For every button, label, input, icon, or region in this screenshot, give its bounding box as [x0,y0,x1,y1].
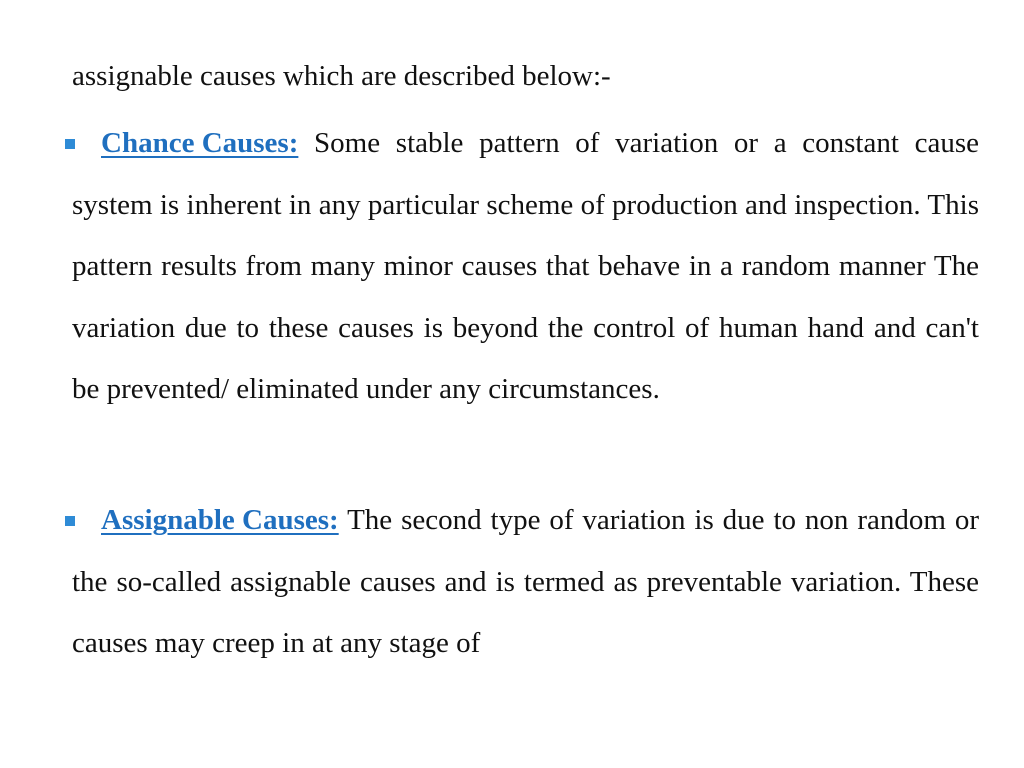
intro-text: assignable causes which are described below:- [72,60,611,92]
bullet-lead [101,113,298,175]
term-assignable-causes: Assignable Causes: [101,504,339,536]
bullet-chance-causes [72,113,979,421]
bullet-text-assignable-causes: The second type of variation is due to non random or the so-called assignable causes and is termed as preventable variation. These causes may creep in at any stage of [72,504,979,660]
term-chance-causes: Chance Causes: [101,127,299,159]
square-bullet-icon [65,139,75,149]
bullet-lead [101,490,339,552]
bullet-assignable-causes [72,490,979,675]
square-bullet-icon [65,516,75,526]
bullet-text-chance-causes: Some stable pattern of variation or a constant cause system is inherent in any particular scheme of production and inspection. This pattern results from many minor causes that behave in a random manner The variation due to these causes is beyond the control of human hand and can't be prevented/ eliminated under any circumstances. [72,127,979,406]
